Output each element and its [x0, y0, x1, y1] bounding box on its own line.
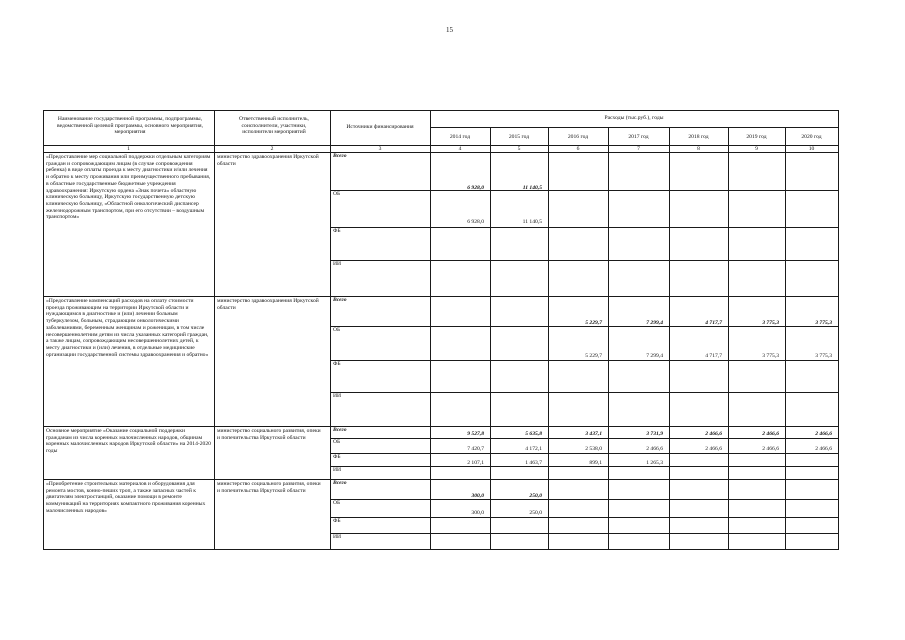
row-value-total: 3 437,1 [585, 431, 602, 437]
row-source-label: ФБ [333, 454, 341, 460]
table-rule [330, 260, 839, 261]
row-value-total: 4 717,7 [705, 320, 722, 326]
table-rule [43, 479, 839, 480]
row-value-ob: 2 466,6 [815, 446, 832, 452]
table-rule [330, 517, 839, 518]
header-col-number: 3 [378, 146, 382, 152]
header-year: 2019 год [746, 134, 767, 140]
row-description: Основное мероприятие «Оказание социальной поддержки гражданам из числа коренных малочисленных народов, общинам коренных малочисленных народов Иркутской области» на 2014-2020 годы [46, 428, 211, 455]
page-number: 15 [446, 26, 453, 34]
row-value-ob: 6 928,0 [467, 219, 484, 225]
row-value-ob: 250,0 [529, 510, 542, 516]
row-value-ob: 2 466,6 [705, 446, 722, 452]
row-source-label: Всего [333, 427, 347, 433]
table-rule [330, 360, 839, 361]
row-source-label: ОБ [333, 439, 341, 445]
row-value-ob: 2 466,6 [646, 446, 663, 452]
header-col-number: 6 [576, 146, 580, 152]
row-description: «Приобретение строительных материалов и оборудования для ремонта мостов, конно-пеших троп, а также запасных частей к двигателям электростанций, оказание помощи в ремонте коммуникаций на территориях компактного проживания коренных малочисленных народов» [46, 481, 206, 514]
table-rule [43, 426, 839, 427]
row-value-fb: 2 107,1 [467, 460, 484, 466]
header-col-number: 9 [755, 146, 758, 152]
table-rule [430, 127, 839, 128]
header-col-number: 5 [517, 146, 521, 152]
row-value-total: 6 928,0 [467, 185, 484, 191]
row-value-total: 3 775,3 [815, 320, 832, 326]
row-source-label: ИИ [333, 261, 342, 267]
table-rule [330, 453, 839, 454]
row-value-total: 300,0 [471, 493, 484, 499]
row-value-ob: 4 717,7 [705, 353, 722, 359]
header-year: 2018 год [688, 134, 709, 140]
row-value-ob: 300,0 [471, 510, 484, 516]
row-source-label: ОБ [333, 327, 341, 333]
header-year: 2015 год [508, 134, 530, 140]
row-value-ob: 3 775,3 [762, 353, 779, 359]
row-value-ob: 4 172,1 [525, 446, 542, 452]
header-col-number: 2 [270, 146, 274, 152]
row-value-total: 5 229,7 [585, 320, 602, 326]
row-value-ob: 2 538,0 [585, 446, 602, 452]
row-value-fb: 899,1 [589, 460, 602, 466]
row-value-ob: 11 140,5 [522, 219, 542, 225]
header-col-executor: Ответственный исполнитель, соисполнители, участники, исполнители мероприятий [239, 116, 309, 136]
table-rule [330, 533, 839, 534]
row-value-ob: 7 420,7 [467, 446, 484, 452]
table-rule [838, 110, 839, 550]
row-executor: министерство здравоохранения Иркутской области [217, 298, 319, 311]
row-source-label: ФБ [333, 361, 341, 367]
row-value-ob: 5 229,7 [585, 353, 602, 359]
header-year: 2020 год [801, 134, 822, 140]
row-source-label: ИИ [333, 467, 342, 473]
row-value-total: 250,0 [529, 493, 542, 499]
header-col-number: 1 [127, 146, 130, 152]
table-rule [330, 392, 839, 393]
header-col-number: 10 [808, 146, 815, 152]
row-source-label: ОБ [333, 500, 341, 506]
row-value-ob: 2 466,6 [762, 446, 779, 452]
row-source-label: Всего [333, 297, 347, 303]
row-executor: министерство социального развития, опеки и попечительства Иркутской области [217, 428, 321, 441]
row-value-ob: 3 775,3 [815, 353, 832, 359]
row-source-label: ИИ [333, 534, 342, 540]
row-value-total: 5 635,8 [525, 431, 542, 437]
row-executor: министерство социального развития, опеки и попечительства Иркутской области [217, 481, 321, 494]
header-col-number: 7 [637, 146, 640, 152]
header-year: 2017 год [628, 134, 649, 140]
header-expenses: Расходы (тыс.руб.), годы [604, 115, 664, 121]
row-value-total: 11 140,5 [522, 185, 542, 191]
table-rule [330, 227, 839, 228]
row-value-total: 9 527,8 [467, 431, 484, 437]
header-year: 2016 год [567, 134, 589, 140]
table-rule [430, 110, 431, 550]
table-rule [330, 438, 839, 439]
row-value-total: 2 466,6 [705, 431, 722, 437]
row-value-total: 3 731,9 [646, 431, 663, 437]
table-rule [214, 110, 215, 550]
row-source-label: Всего [333, 480, 347, 486]
row-source-label: Всего [333, 153, 347, 159]
table-rule [43, 549, 839, 550]
table-rule [330, 190, 839, 191]
row-value-total: 2 466,6 [815, 431, 832, 437]
row-value-fb: 1 265,3 [646, 460, 663, 466]
table-rule [330, 110, 331, 550]
row-value-total: 7 299,4 [646, 320, 663, 326]
table-rule [330, 499, 839, 500]
row-executor: министерство здравоохранения Иркутской области [217, 154, 319, 167]
row-description: «Предоставление мер социальной поддержки отдельным категориям граждан и сопровождающим лицам (в случае сопровождения ребенка) в виде оплаты проезда к месту диагностики и/или лечения и обратно к месту проживания или преимущественного пребывания, в областные государственные бюджетные учреждения здравоохранения: Иркутскую ордена «Знак почета» областную клиническую больницу, Иркутскую государственную детскую клиническую больницу, «Областной онкологический диспансер железнодорожным транспортом, при его отсутствии – воздушным транспортом» [46, 154, 211, 221]
row-description: «Предоставление компенсаций расходов на оплату стоимости проезда проживающим на территории Иркутской области и нуждающимся в диагностике и (или) лечении больным туберкулезом, больным, страдающим онкологическими заболеваниями, беременным женщинам и роженицам, в том числе несовершеннолетним детям из числа указанных категорий граждан, а также лицам, сопровождающим несовершеннолетних детей, к месту диагностики и (или) лечения, в отдельные медицинские организации государственной системы здравоохранения и обратно» [46, 298, 209, 358]
row-source-label: ФБ [333, 518, 341, 524]
header-col-name: Наименование государственной программы, подпрограммы, ведомственной целевой программы, основного мероприятия, мероприятия [57, 116, 203, 136]
table-rule [43, 110, 44, 550]
row-source-label: ФБ [333, 228, 341, 234]
row-source-label: ИИ [333, 393, 342, 399]
table-rule [43, 110, 839, 111]
row-source-label: ОБ [333, 191, 341, 197]
header-col-sources: Источники финансирования [346, 124, 414, 130]
row-value-fb: 1 463,7 [525, 460, 542, 466]
row-value-total: 3 775,3 [762, 320, 779, 326]
header-col-number: 8 [697, 146, 700, 152]
header-col-number: 4 [458, 146, 462, 152]
row-value-ob: 7 299,4 [646, 353, 663, 359]
header-year: 2014 год [449, 134, 471, 140]
row-value-total: 2 466,6 [762, 431, 779, 437]
table-rule [43, 296, 839, 297]
